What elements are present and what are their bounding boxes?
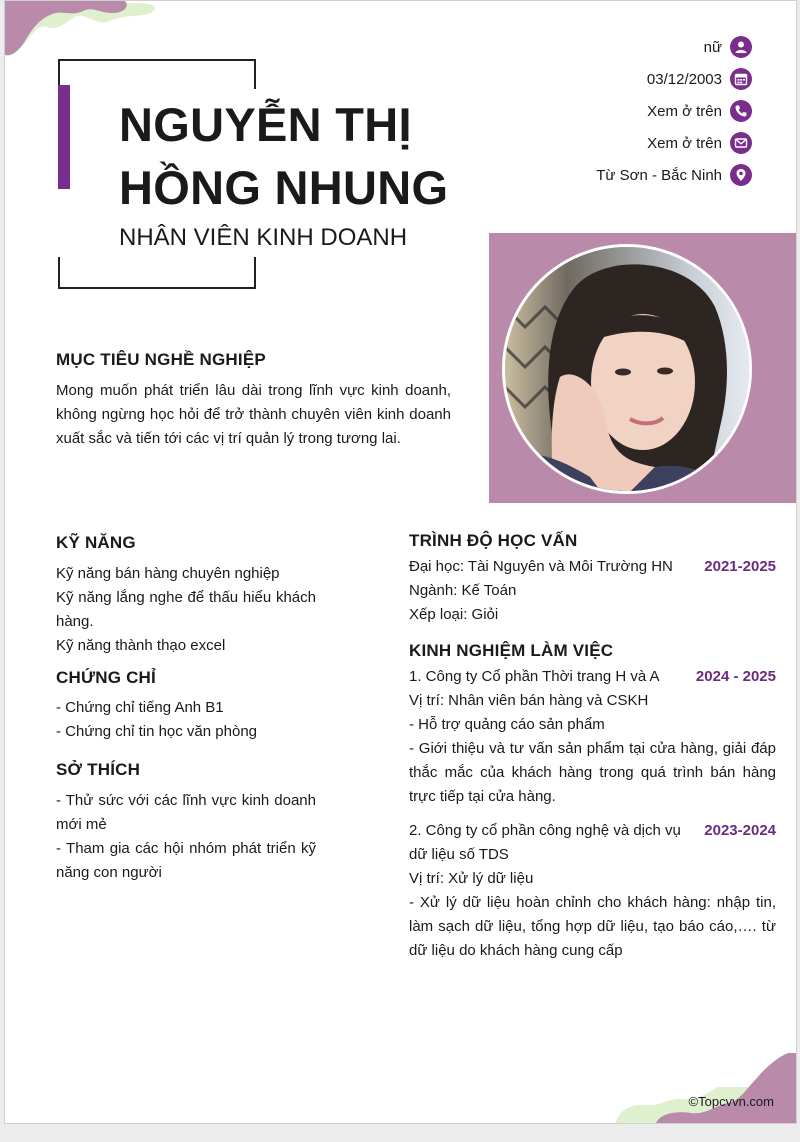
experience-company: 1. Công ty Cổ phần Thời trang H và A: [409, 668, 660, 685]
contact-email: [492, 127, 752, 159]
skill-item: Kỹ năng thành thạo excel: [56, 637, 226, 654]
full-name-line1: NGUYỄN THỊ: [119, 98, 412, 151]
education-section: [409, 531, 776, 627]
left-column: [56, 533, 316, 885]
experience-line: Vị trí: Nhân viên bán hàng và CSKH: [409, 692, 649, 709]
experience-years: 2023-2024: [704, 822, 776, 839]
accent-bar: [58, 85, 70, 189]
education-title: TRÌNH ĐỘ HỌC VẤN: [409, 531, 578, 550]
experience-line: - Hỗ trợ quảng cáo sản phẩm: [409, 716, 605, 733]
experience-line: Vị trí: Xử lý dữ liệu: [409, 870, 534, 887]
contact-gender-text: nữ: [703, 38, 722, 56]
location-icon: [730, 164, 752, 186]
experience-line: - Xử lý dữ liệu hoàn chỉnh cho khách hàng: nhập tin, làm sạch dữ liệu, tổng hợp dữ liệu, tạo báo cáo,…. từ dữ liệu do khách hàng cung cấp: [409, 894, 776, 959]
contact-email-text: Xem ở trên: [647, 134, 722, 152]
name-block: [117, 93, 479, 253]
skill-item: Kỹ năng bán hàng chuyên nghiệp: [56, 565, 280, 582]
footer-copyright: ©Topcvvn.com: [688, 1094, 774, 1109]
certificates-title: CHỨNG CHỈ: [56, 668, 156, 687]
job-title: NHÂN VIÊN KINH DOANH: [119, 224, 408, 251]
experience-item: [409, 819, 776, 963]
objective-title: MỤC TIÊU NGHỀ NGHIỆP: [56, 350, 266, 369]
phone-icon: [730, 100, 752, 122]
education-major: Ngành: Kế Toán: [409, 582, 517, 599]
hobbies-section: [56, 760, 316, 885]
contact-phone-text: Xem ở trên: [647, 102, 722, 120]
contact-birthdate-text: 03/12/2003: [646, 70, 722, 88]
contact-address-text: Từ Sơn - Bắc Ninh: [596, 166, 722, 184]
contact-list: [492, 31, 752, 191]
contact-birthdate: [492, 63, 752, 95]
certificate-item: - Chứng chỉ tin học văn phòng: [56, 723, 257, 740]
experience-item: [409, 665, 776, 809]
corner-blob-bottom: [606, 1053, 796, 1123]
hobbies-title: SỞ THÍCH: [56, 760, 141, 779]
objective-section: [56, 350, 451, 451]
hobby-item: - Thử sức với các lĩnh vực kinh doanh mới mẻ: [56, 792, 316, 833]
contact-gender: [492, 31, 752, 63]
hobby-item: - Tham gia các hội nhóm phát triển kỹ năng con người: [56, 840, 316, 881]
certificates-section: [56, 668, 316, 744]
experience-company-row: [409, 819, 776, 867]
skills-title: KỸ NĂNG: [56, 533, 136, 552]
experience-company: 2. Công ty cổ phần công nghệ và dịch vụ dữ liệu số TDS: [409, 822, 681, 863]
education-school-row: [409, 555, 776, 579]
full-name-line2: HỒNG NHUNG: [119, 161, 449, 214]
experience-line: - Giới thiệu và tư vấn sản phẩm tại cửa hàng, giải đáp thắc mắc của khách hàng trong quá trình bán hàng trực tiếp tại cửa hàng.: [409, 740, 776, 805]
education-school: Đại học: Tài Nguyên và Môi Trường HN: [409, 558, 673, 575]
profile-photo: [502, 244, 752, 494]
skills-section: [56, 533, 316, 658]
skill-item: Kỹ năng lắng nghe để thấu hiểu khách hàng.: [56, 589, 316, 630]
resume-page: [4, 0, 797, 1124]
user-icon: [730, 36, 752, 58]
mail-icon: [730, 132, 752, 154]
education-grade: Xếp loại: Giỏi: [409, 606, 499, 623]
certificate-item: - Chứng chỉ tiếng Anh B1: [56, 699, 224, 716]
contact-address: [492, 159, 752, 191]
experience-title: KINH NGHIỆM LÀM VIỆC: [409, 641, 614, 660]
corner-blob-top: [5, 1, 165, 61]
objective-text: Mong muốn phát triển lâu dài trong lĩnh vực kinh doanh, không ngừng học hỏi để trở thành chuyên viên kinh doanh xuất sắc và tiến tới các vị trí quản lý trong tương lai.: [56, 382, 451, 447]
education-years: 2021-2025: [704, 558, 776, 575]
contact-phone: [492, 95, 752, 127]
right-column: [409, 531, 776, 963]
experience-section: [409, 641, 776, 963]
experience-company-row: [409, 665, 776, 689]
calendar-icon: [730, 68, 752, 90]
experience-years: 2024 - 2025: [695, 668, 776, 685]
